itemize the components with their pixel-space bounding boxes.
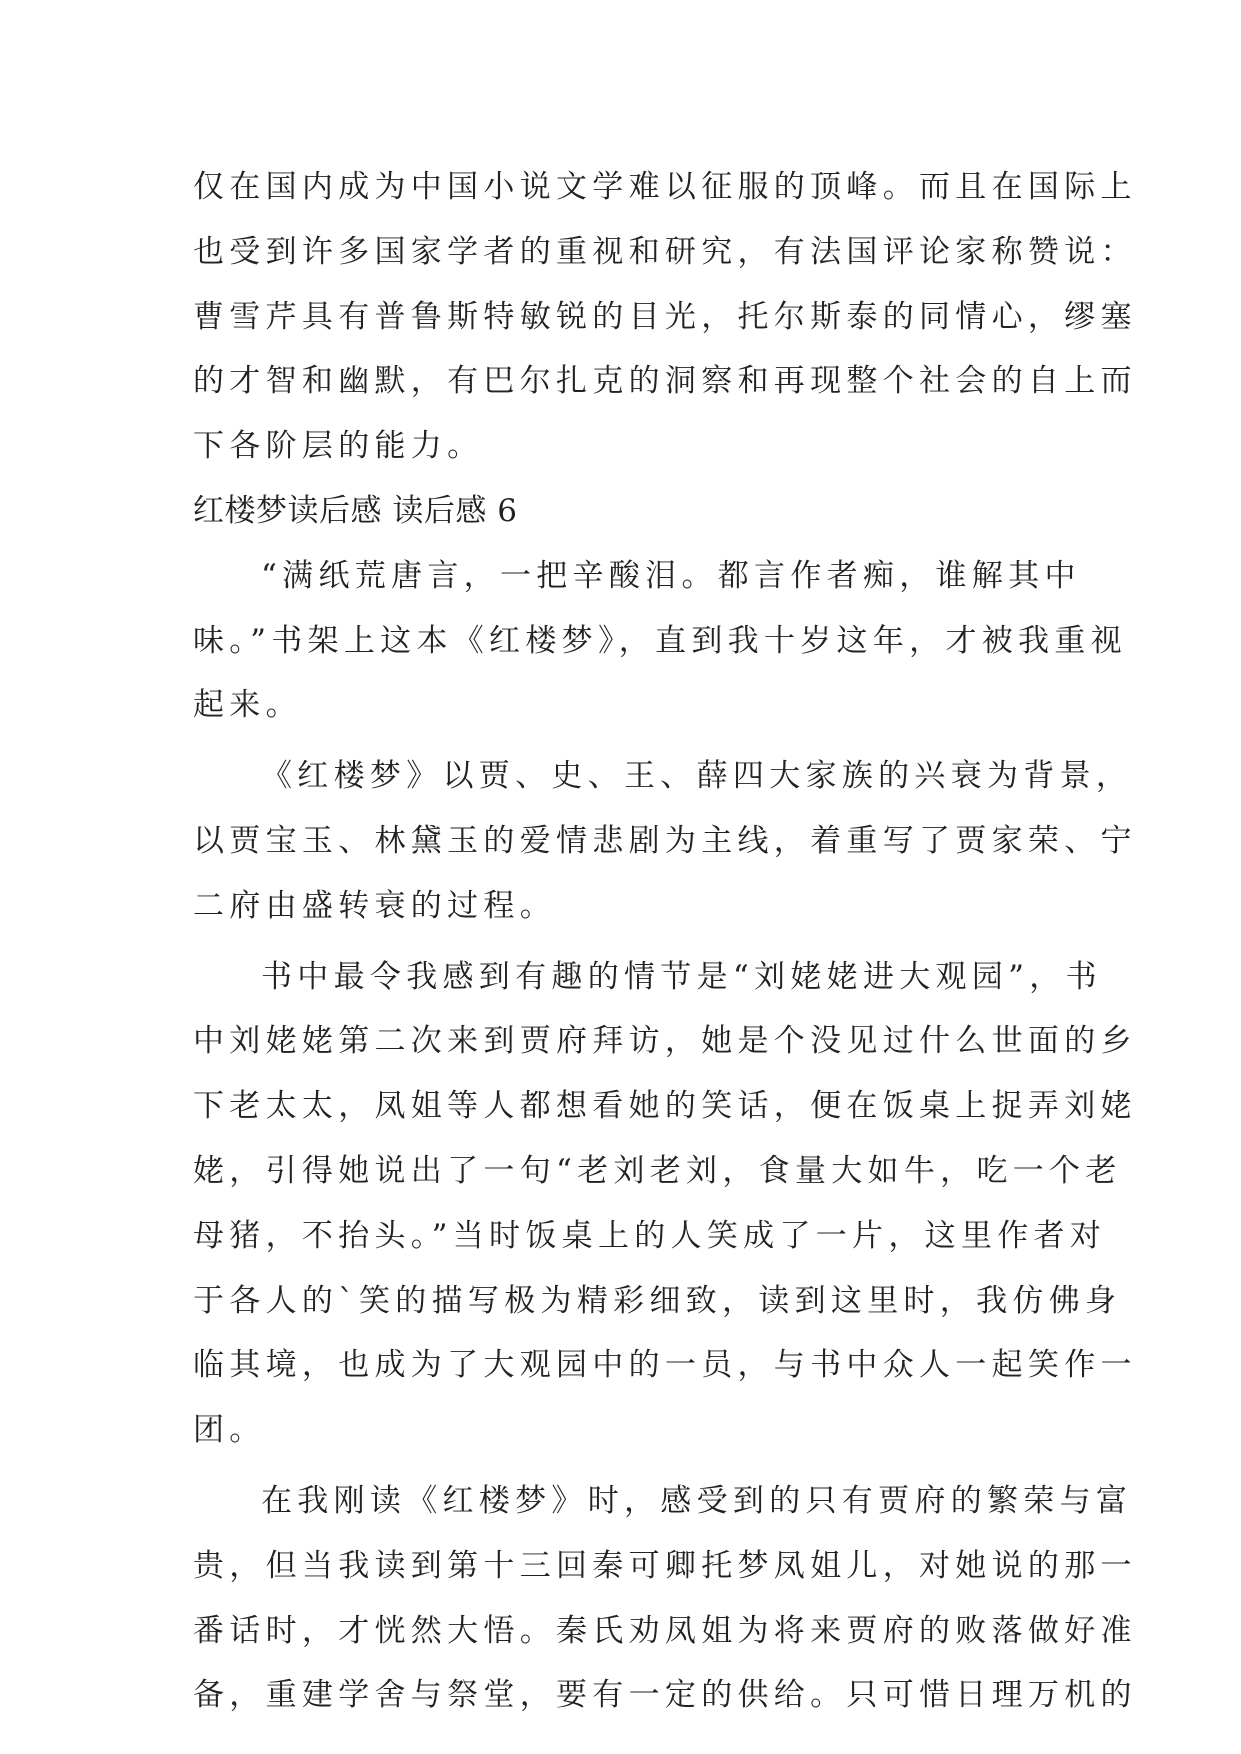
text-line: 二府由盛转衰的过程。	[193, 887, 556, 924]
text-line: 仅在国内成为中国小说文学难以征服的顶峰。而且在国际上	[193, 169, 1137, 205]
text-line: 《红楼梦》以贾、史、王、薛四大家族的兴衰为背景，	[261, 758, 1133, 795]
text-line: 中刘姥姥第二次来到贾府拜访，她是个没见过什么世面的乡	[193, 1023, 1137, 1060]
text-line: 下老太太，凤姐等人都想看她的笑话，便在饭桌上捉弄刘姥	[193, 1088, 1137, 1125]
text-line: 味。”书架上这本《红楼梦》，直到我十岁这年，才被我重视	[193, 622, 1127, 659]
text-line: 以贾宝玉、林黛玉的爱情悲剧为主线，着重写了贾家荣、宁	[193, 822, 1137, 859]
text-line: 姥，引得她说出了一句“老刘老刘，食量大如牛，吃一个老	[193, 1152, 1122, 1189]
text-line: 书中最令我感到有趣的情节是“刘姥姥进大观园”，书	[261, 958, 1102, 995]
section-heading: 红楼梦读后感 读后感 6	[193, 492, 518, 529]
text-line: “满纸荒唐言，一把辛酸泪。都言作者痴，谁解其中	[261, 557, 1081, 594]
text-line: 在我刚读《红楼梦》时，感受到的只有贾府的繁荣与富	[261, 1482, 1133, 1519]
paragraph	[193, 945, 1137, 1463]
text-line: 曹雪芹具有普鲁斯特敏锐的目光，托尔斯泰的同情心，缪塞	[193, 298, 1137, 335]
paragraph	[193, 744, 1137, 938]
text-line: 的才智和幽默，有巴尔扎克的洞察和再现整个社会的自上而	[193, 363, 1137, 400]
text-line: 番话时，才恍然大悟。秦氏劝凤姐为将来贾府的败落做好准	[193, 1612, 1137, 1649]
text-line: 备，重建学舍与祭堂，要有一定的供给。只可惜日理万机的	[193, 1677, 1137, 1714]
paragraph	[193, 1469, 1137, 1728]
text-line: 起来。	[193, 687, 302, 724]
text-line: 团。	[193, 1412, 266, 1449]
document-body	[193, 155, 1137, 1728]
intro-paragraph	[193, 155, 1137, 479]
text-line: 母猪，不抬头。”当时饭桌上的人笑成了一片，这里作者对	[193, 1217, 1107, 1254]
text-line: 于各人的`笑的描写极为精彩细致，读到这里时，我仿佛身	[193, 1282, 1122, 1319]
text-line: 下各阶层的能力。	[193, 428, 484, 465]
text-line: 贵，但当我读到第十三回秦可卿托梦凤姐儿，对她说的那一	[193, 1547, 1137, 1584]
paragraph	[193, 544, 1127, 738]
text-line: 临其境，也成为了大观园中的一员，与书中众人一起笑作一	[193, 1347, 1137, 1384]
text-line: 也受到许多国家学者的重视和研究，有法国评论家称赞说：	[193, 233, 1137, 270]
